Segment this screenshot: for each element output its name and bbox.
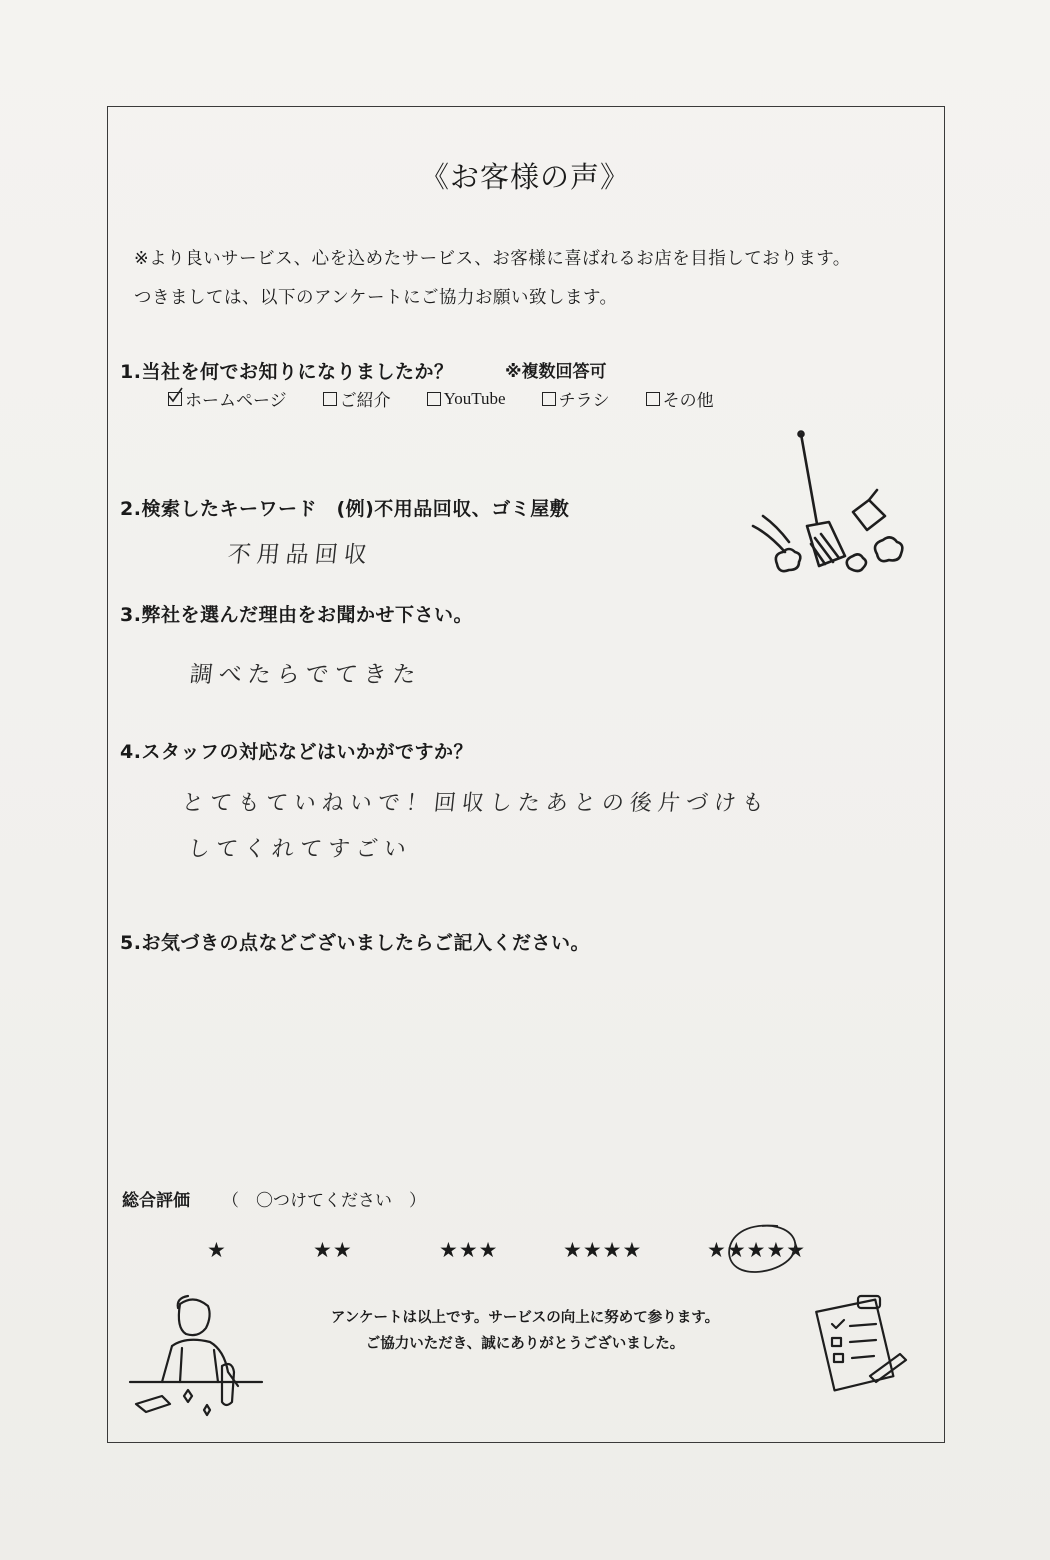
- closing-line-1: アンケートは以上です。サービスの向上に努めて参ります。: [330, 1310, 720, 1326]
- checkbox-homepage[interactable]: [168, 392, 182, 406]
- question-1-options: [168, 386, 750, 411]
- option-referral[interactable]: [323, 386, 391, 411]
- option-homepage[interactable]: [168, 386, 287, 411]
- checkbox-youtube[interactable]: [427, 392, 441, 406]
- rating-option-5[interactable]: ★★★★★: [707, 1238, 807, 1262]
- checkbox-other[interactable]: [646, 392, 660, 406]
- clipboard-checklist-icon: [810, 1296, 910, 1396]
- rating-label: 総合評価: [122, 1191, 190, 1211]
- rating-option-4[interactable]: ★★★★: [563, 1238, 643, 1262]
- option-label: ご紹介: [339, 391, 391, 411]
- question-4-label: 4.スタッフの対応などはいかがですか？: [120, 741, 473, 763]
- page-title: 《お客様の声》: [419, 160, 630, 194]
- question-2-answer[interactable]: 不用品回収: [226, 542, 375, 568]
- broom-dustpan-icon: [745, 428, 920, 593]
- rating-option-3[interactable]: ★★★: [439, 1238, 499, 1262]
- selected-rating-circle-icon: [722, 1218, 802, 1282]
- worker-cleaning-icon: [128, 1292, 268, 1432]
- rating-option-2[interactable]: ★★: [313, 1238, 353, 1262]
- rating-option-1[interactable]: ★: [207, 1238, 227, 1262]
- option-label: ホームページ: [185, 391, 287, 411]
- checkbox-flyer[interactable]: [542, 392, 556, 406]
- option-label: その他: [662, 391, 714, 411]
- question-3-label: 3.弊社を選んだ理由をお聞かせ下さい。: [120, 604, 473, 626]
- question-4-answer-line-1[interactable]: とてもていねいで！回収したあとの後片づけも: [180, 791, 772, 816]
- question-4-answer-line-2[interactable]: してくれてすごい: [186, 837, 414, 862]
- option-other[interactable]: [646, 386, 714, 411]
- checkbox-referral[interactable]: [323, 392, 337, 406]
- question-3-answer[interactable]: 調べたらでてきた: [188, 662, 423, 688]
- question-5-label: 5.お気づきの点などございましたらご記入ください。: [120, 932, 590, 954]
- intro-line-2: つきましては、以下のアンケートにご協力お願い致します。: [134, 288, 618, 308]
- question-1-label: 1.当社を何でお知りになりましたか？: [120, 361, 454, 383]
- intro-line-1: ※より良いサービス、心を込めたサービス、お客様に喜ばれるお店を目指しております。: [134, 249, 851, 269]
- option-youtube[interactable]: [427, 386, 506, 411]
- question-1-note: ※複数回答可: [505, 362, 607, 382]
- question-2-label: 2.検索したキーワード (例)不用品回収、ゴミ屋敷: [120, 498, 570, 520]
- option-flyer[interactable]: [542, 386, 610, 411]
- option-label: チラシ: [558, 391, 610, 411]
- closing-line-2: ご協力いただき、誠にありがとうございました。: [365, 1336, 685, 1352]
- question-5-answer-area[interactable]: [150, 970, 910, 1150]
- option-label: YouTube: [443, 388, 506, 408]
- rating-instruction: （ 〇つけてください ）: [222, 1191, 426, 1211]
